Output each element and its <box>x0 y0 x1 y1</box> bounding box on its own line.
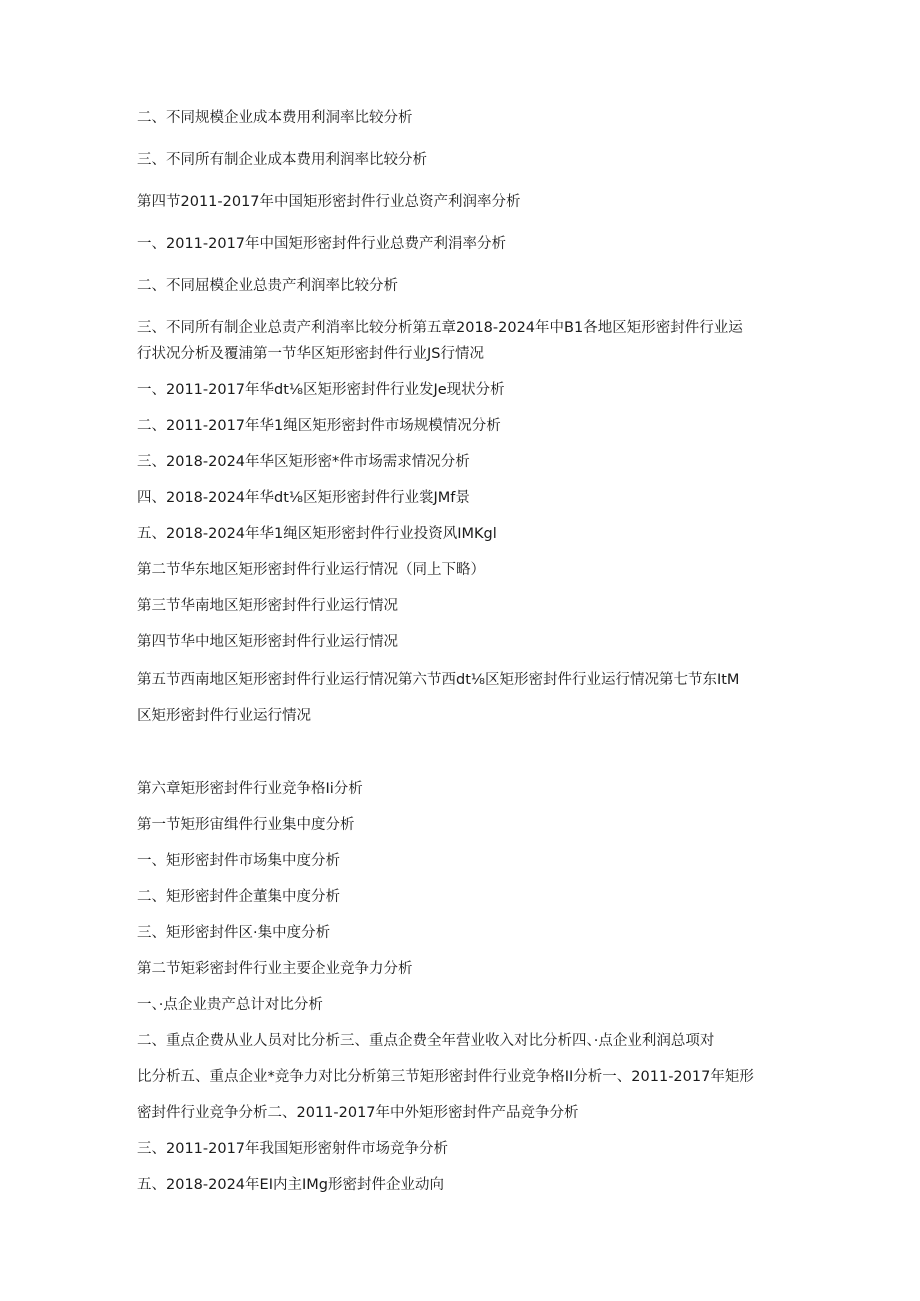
toc-line: 三、矩形密封件区·集中度分析 <box>137 925 331 941</box>
toc-line: 比分析五、重点企业*竞争力对比分析第三节矩形密封件行业竞争格II分析一、2011-2017年矩形 <box>137 1069 754 1085</box>
toc-line: 二、矩形密封件企董集中度分析 <box>137 889 340 905</box>
toc-line: 二、2011-2017年华1绳区矩形密封件市场规模情况分析 <box>137 418 501 434</box>
toc-line: 行状况分析及覆浦第一节华区矩形密封件行业JS行情况 <box>137 346 484 362</box>
toc-section-heading: 第二节华东地区矩形密封件行业运行情况（同上下略） <box>137 562 485 578</box>
toc-line: 三、不同所有制企业成本费用利润率比较分析 <box>137 152 427 168</box>
toc-section-heading: 第三节华南地区矩形密封件行业运行情况 <box>137 598 398 614</box>
toc-chapter-heading: 第六章矩形密封件行业竞争格Ii分析 <box>137 781 363 797</box>
toc-line: 一、·点企业贵产总计对比分析 <box>137 997 323 1013</box>
toc-section-heading: 第二节矩彩密封件行业主要企业竞争力分析 <box>137 961 413 977</box>
toc-line: 密封件行业竞争分析二、2011-2017年中外矩形密封件产品竞争分析 <box>137 1105 579 1121</box>
toc-section-heading: 第四节2011-2017年中国矩形密封件行业总资产利润率分析 <box>137 194 521 210</box>
toc-line: 区矩形密封件行业运行情况 <box>137 708 311 724</box>
toc-line: 三、2018-2024年华区矩形密*件市场需求情况分析 <box>137 454 470 470</box>
toc-line: 二、不同规模企业成本费用利洞率比较分析 <box>137 110 413 126</box>
toc-line: 二、不同屈模企业总贵产利润率比较分析 <box>137 278 398 294</box>
toc-line: 五、2018-2024年EI内主IMg形密封件企业动向 <box>137 1177 444 1193</box>
toc-line: 一、矩形密封件市场集中度分析 <box>137 853 340 869</box>
toc-line: 二、重点企费从业人员对比分析三、重点企费全年营业收入对比分析四、·点企业利润总项对 <box>137 1033 715 1049</box>
toc-line: 四、2018-2024年华dt⅛区矩形密封件行业裳JMf景 <box>137 490 470 506</box>
toc-section-heading: 第一节矩形宙缉件行业集中度分析 <box>137 817 355 833</box>
toc-line: 三、2011-2017年我国矩形密射件市场竞争分析 <box>137 1141 449 1157</box>
toc-line: 三、不同所有制企业总责产利消率比较分析第五章2018-2024年中B1各地区矩形密封件行业运 <box>137 320 743 336</box>
toc-section-heading: 第五节西南地区矩形密封件行业运行情况第六节西dt⅛区矩形密封件行业运行情况第七节东ItM <box>137 672 740 688</box>
toc-line: 一、2011-2017年中国矩形密封件行业总费产利涓率分析 <box>137 236 507 252</box>
toc-line: 五、2018-2024年华1绳区矩形密封件行业投资风IMKgl <box>137 526 497 542</box>
toc-section-heading: 第四节华中地区矩形密封件行业运行情况 <box>137 634 398 650</box>
toc-line: 一、2011-2017年华dt⅛区矩形密封件行业发Je现状分析 <box>137 382 505 398</box>
